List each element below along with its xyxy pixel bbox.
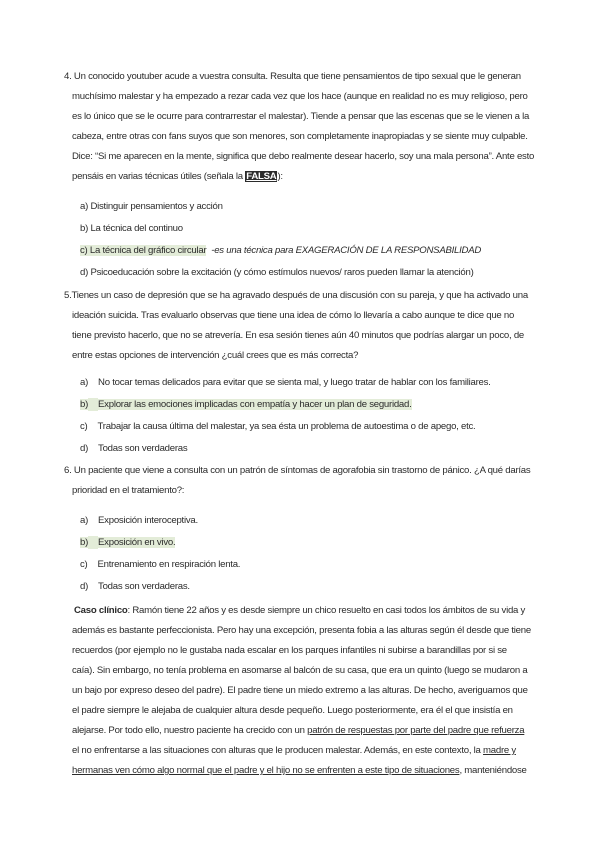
caso-label: Caso clínico — [74, 605, 128, 616]
q6-option-c — [80, 558, 240, 571]
q4-line-2: muchísimo malestar y ha empezado a rezar cada vez que los hace (aunque en realidad no es muy religioso, pero — [72, 91, 528, 102]
caso-line-8 — [72, 744, 516, 757]
caso-line-7 — [72, 724, 524, 737]
q5-line-2: ideación suicida. Tras evaluarlo observas que tiene una idea de cómo lo llevaría a cabo aunque te dice que no — [72, 310, 515, 321]
caso-line-5: un bajo por expreso deseo del padre). El padre tiene un miedo extremo a las alturas. De hecho, averiguamos que — [72, 685, 528, 696]
q4-option-c — [80, 244, 481, 257]
false-emphasis: FALSA — [246, 171, 277, 182]
q4-line-6-end: ): — [277, 171, 283, 182]
caso-line-7-text: alejarse. Por todo ello, nuestro paciente ha crecido con un — [72, 725, 308, 736]
q5-line-1: 5.Tienes un caso de depresión que se ha agravado después de una discusión con su pareja, y que ha activado una — [64, 290, 528, 301]
q4-line-1: 4. Un conocido youtuber acude a vuestra consulta. Resulta que tiene pensamientos de tipo sexual que le generan — [64, 71, 521, 82]
q6-option-a-letter: a) — [80, 515, 89, 526]
caso-line-4: caía). Sin embargo, no tenía problema en asomarse al balcón de su casa, que era un quinto (luego se mudaron a — [72, 665, 528, 676]
q5-option-d — [80, 442, 187, 455]
q6-option-d-text: Todas son verdaderas. — [98, 581, 190, 592]
q6-option-d — [80, 580, 190, 593]
q4-option-c-text: c) La técnica del gráfico circular — [80, 245, 207, 256]
q6-option-a — [80, 514, 198, 527]
q5-option-d-letter: d) — [80, 443, 89, 454]
q5-option-b-text: Explorar las emociones implicadas con empatía y hacer un plan de seguridad. — [98, 399, 412, 410]
caso-line-8-underlined: madre y — [483, 745, 516, 756]
q6-option-d-letter: d) — [80, 581, 89, 592]
q4-line-3: es lo único que se le ocurre para contrarrestar el malestar). Tiende a pensar que las escenas que se le vienen a la — [72, 111, 530, 122]
caso-line-9 — [72, 764, 527, 777]
q6-option-b — [80, 536, 175, 549]
q4-option-b: b) La técnica del continuo — [80, 223, 183, 234]
q5-option-c-letter: c) — [80, 421, 88, 432]
q4-line-6 — [72, 170, 283, 183]
q4-option-d: d) Psicoeducación sobre la excitación (y cómo estímulos nuevos/ raros pueden llamar la atención) — [80, 267, 474, 278]
caso-line-6: el padre siempre le alejaba de cualquier altura desde pequeño. Luego posteriormente, era él el que insistía en — [72, 705, 513, 716]
q5-option-a — [80, 376, 491, 389]
q5-option-b-letter: b) — [80, 399, 89, 410]
q4-line-4: cabeza, entre otras con fans suyos que son menores, son completamente inapropiadas y se siente muy culpable. — [72, 131, 528, 142]
q4-line-6-text: pensáis en varias técnicas útiles (señala la — [72, 171, 246, 182]
q6-option-b-text: Exposición en vivo. — [98, 537, 176, 548]
q5-line-4: entre estas opciones de intervención ¿cuál crees que es más correcta? — [72, 350, 359, 361]
q5-option-d-text: Todas son verdaderas — [98, 443, 188, 454]
q6-line-1: 6. Un paciente que viene a consulta con un patrón de síntomas de agorafobia sin trastorno de pánico. ¿A qué darías — [64, 465, 531, 476]
caso-line-1 — [74, 604, 525, 617]
q6-option-b-letter: b) — [80, 537, 89, 548]
caso-line-7-underlined: patrón de respuestas por parte del padre que refuerza — [307, 725, 525, 736]
caso-line-1-text: : Ramón tiene 22 años y es desde siempre un chico resuelto en casi todos los ámbitos de su vida y — [127, 605, 526, 616]
q6-option-c-letter: c) — [80, 559, 88, 570]
q5-option-c — [80, 420, 475, 433]
caso-line-8-text: el no enfrentarse a las situaciones con alturas que le producen malestar. Además, en este contexto, la — [72, 745, 484, 756]
q5-option-a-text: No tocar temas delicados para evitar que se sienta mal, y luego tratar de hablar con los familiares. — [98, 377, 491, 388]
q4-option-a: a) Distinguir pensamientos y acción — [80, 201, 223, 212]
q5-option-b — [80, 398, 412, 411]
q6-line-2: prioridad en el tratamiento?: — [72, 485, 185, 496]
q5-line-3: tiene previsto hacerlo, que no se atrevería. En esa sesión tienes aún 40 minutos que podrías alargar un poco, de — [72, 330, 524, 341]
q6-option-a-text: Exposición interoceptiva. — [98, 515, 198, 526]
q4-line-5: Dice: “Si me aparecen en la mente, significa que debo realmente desear hacerlo, soy una mala persona”. Ante esto — [72, 151, 535, 162]
q6-option-c-text: Entrenamiento en respiración lenta. — [97, 559, 241, 570]
caso-line-9-underlined: hermanas ven cómo algo normal que el padre y el hijo no se enfrenten a este tipo de situaciones — [72, 765, 460, 776]
caso-line-3: recuerdos (por ejemplo no le gustaba nada escalar en los parques infantiles ni subirse a barandillas por si se — [72, 645, 507, 656]
q5-option-a-letter: a) — [80, 377, 89, 388]
caso-line-9-text: , manteniéndose — [459, 765, 527, 776]
caso-line-2: además es bastante perfeccionista. Pero hay una excepción, presenta fobia a las alturas según él desde que tiene — [72, 625, 531, 636]
q4-option-c-note: -es una técnica para EXAGERACIÓN DE LA RESPONSABILIDAD — [211, 245, 482, 256]
q5-option-c-text: Trabajar la causa última del malestar, ya sea ésta un problema de autoestima o de apego, etc. — [97, 421, 476, 432]
